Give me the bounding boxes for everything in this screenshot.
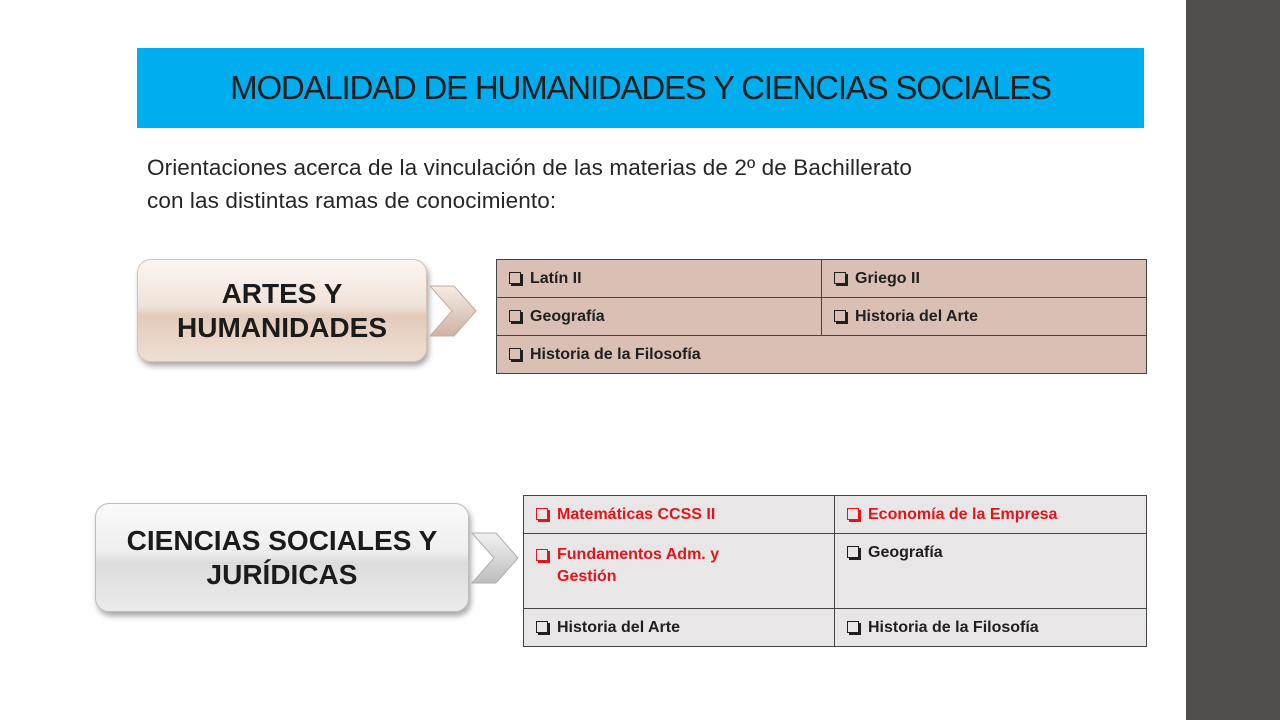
table-row: [524, 534, 1147, 609]
subject-cell: [822, 298, 1147, 336]
chevron-right-icon: [428, 283, 480, 339]
checkbox-bullet-icon: [509, 310, 521, 322]
branch-1-label-line-2: HUMANIDADES: [177, 311, 387, 343]
subject-cell: [835, 496, 1147, 534]
subject-cell: [497, 260, 822, 298]
table-row: [497, 298, 1147, 336]
subject-cell: [835, 609, 1147, 647]
checkbox-bullet-icon: [509, 272, 521, 284]
checkbox-bullet-icon: [847, 621, 859, 633]
table-row: [524, 496, 1147, 534]
checkbox-bullet-icon: [834, 272, 846, 284]
subject-historia-filosofia: Historia de la Filosofía: [530, 345, 701, 363]
branch-2-label-line-2: JURÍDICAS: [206, 558, 358, 590]
subject-historia-arte: Historia del Arte: [557, 618, 680, 636]
intro-text: [147, 151, 1147, 217]
subject-cell: [822, 260, 1147, 298]
table-row: [497, 336, 1147, 374]
subject-historia-filosofia: Historia de la Filosofía: [868, 618, 1039, 636]
checkbox-bullet-icon: [847, 546, 859, 558]
subject-geografia: Geografía: [868, 544, 943, 561]
subject-economia-empresa: Economía de la Empresa: [868, 505, 1058, 523]
artes-subjects-table: [496, 259, 1147, 374]
ciencias-sociales-subjects-table: [523, 495, 1147, 647]
intro-line-2: con las distintas ramas de conocimiento:: [147, 188, 557, 213]
branch-2-label-line-1: CIENCIAS SOCIALES Y: [126, 524, 438, 556]
checkbox-bullet-icon: [834, 310, 846, 322]
right-side-bar: [1186, 0, 1280, 720]
subject-latin-ii: Latín II: [530, 269, 582, 287]
branch-1-label-line-1: ARTES Y: [221, 277, 343, 309]
subject-historia-arte: Historia del Arte: [855, 307, 978, 325]
branch-artes-humanidades: [137, 259, 427, 362]
table-row: [524, 609, 1147, 647]
subject-fundamentos-line-1: Fundamentos Adm. y: [557, 546, 720, 563]
subject-fundamentos-line-2: Gestión: [557, 568, 617, 585]
checkbox-bullet-icon: [536, 621, 548, 633]
subject-cell: [835, 534, 1147, 609]
subject-matematicas-ccss-ii: Matemáticas CCSS II: [557, 505, 716, 523]
checkbox-bullet-icon: [536, 508, 548, 520]
checkbox-bullet-icon: [536, 549, 548, 561]
subject-griego-ii: Griego II: [855, 269, 920, 287]
subject-cell: [524, 534, 835, 609]
table-row: [497, 260, 1147, 298]
subject-cell: [524, 609, 835, 647]
intro-line-1: Orientaciones acerca de la vinculación de las materias de 2º de Bachillerato: [147, 155, 912, 180]
checkbox-bullet-icon: [509, 348, 521, 360]
subject-cell: [497, 298, 822, 336]
subject-geografia: Geografía: [530, 307, 605, 325]
checkbox-bullet-icon: [847, 508, 859, 520]
chevron-right-icon: [470, 530, 522, 586]
title-banner: [137, 48, 1144, 128]
slide-title: MODALIDAD DE HUMANIDADES Y CIENCIAS SOCIALES: [230, 69, 1051, 106]
branch-ciencias-sociales-juridicas: [95, 503, 469, 612]
subject-cell: [497, 336, 1147, 374]
subject-cell: [524, 496, 835, 534]
